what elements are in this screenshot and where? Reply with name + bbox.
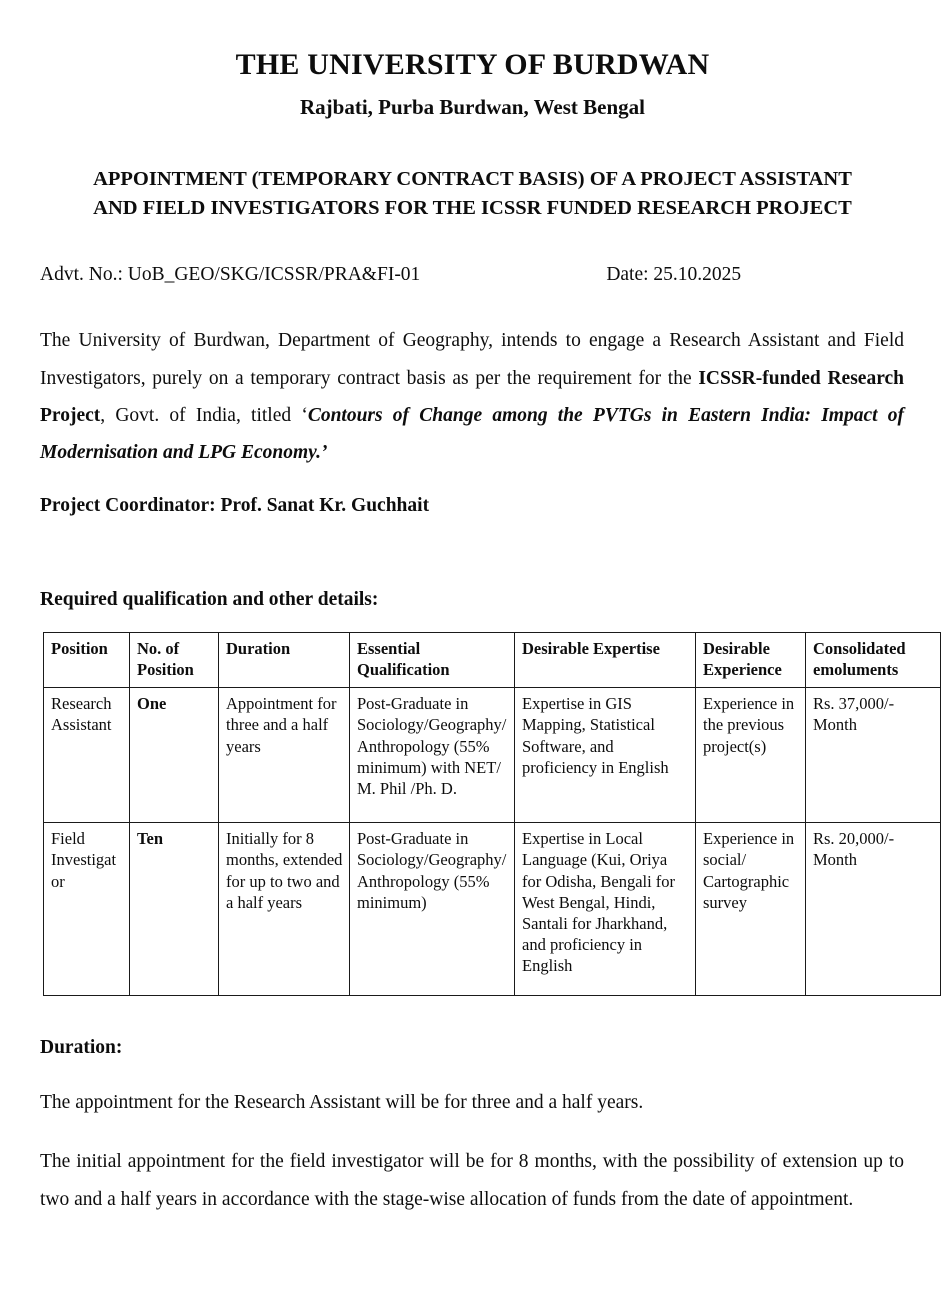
table-header-row (44, 633, 941, 688)
cell-desirable-experience: Experience in social/ Cartographic survey (696, 823, 806, 996)
advertisement-meta-row (25, 224, 920, 286)
intro-paragraph (40, 286, 904, 472)
column-header-duration: Duration (219, 633, 350, 688)
column-header-desirable-expertise: Desirable Expertise (515, 633, 696, 688)
table-row (44, 688, 941, 823)
cell-no-of-position: One (130, 688, 219, 823)
cell-essential-qualification: Post-Graduate in Sociology/Geography/Anthropology (55% minimum) with NET/ M. Phil /Ph. D. (350, 688, 515, 823)
university-title: THE UNIVERSITY OF BURDWAN (235, 48, 710, 81)
intro-project-bold: ICSSR-funded Research Project (40, 367, 905, 426)
cell-consolidated-emoluments: Rs. 37,000/- Month (806, 688, 941, 823)
intro-project-title: Contours of Change among the PVTGs in Eastern India: Impact of Modernisation and LPG Economy.’ (40, 405, 904, 464)
column-header-position: Position (44, 633, 130, 688)
cell-position: Field Investigator (44, 823, 130, 996)
advertisement-date: Date: 25.10.2025 (606, 264, 742, 286)
table-row (44, 823, 941, 996)
duration-paragraph-1: The appointment for the Research Assistant will be for three and a half years. (40, 1091, 644, 1113)
advertisement-number: Advt. No.: UoB_GEO/SKG/ICSSR/PRA&FI-01 (40, 264, 421, 286)
qualification-table (43, 632, 941, 996)
qualification-section-heading: Required qualification and other details: (40, 589, 379, 611)
column-header-consolidated-emoluments: Consolidated emoluments (806, 633, 941, 688)
university-address: Rajbati, Purba Burdwan, West Bengal (300, 94, 645, 119)
cell-desirable-expertise: Expertise in Local Language (Kui, Oriya for Odisha, Bengali for West Bengal, Hindi, Santali for Jharkhand, and proficiency in English (515, 823, 696, 996)
cell-essential-qualification: Post-Graduate in Sociology/Geography/Anthropology (55% minimum) (350, 823, 515, 996)
intro-text-part-1: The University of Burdwan, Department of Geography, intends to engage a Research Assistant and Field Investigators, purely on a temporary contract basis as per the requirement for the (40, 330, 904, 389)
cell-duration: Initially for 8 months, extended for up to two and a half years (219, 823, 350, 996)
duration-paragraph-2: The initial appointment for the field investigator will be for 8 months, with the possibility of extension up to two and a half years in accordance with the stage-wise allocation of funds from the date of appointment. (40, 1151, 904, 1210)
advertisement-heading-line-1: APPOINTMENT (TEMPORARY CONTRACT BASIS) OF A PROJECT ASSISTANT (93, 167, 852, 190)
column-header-desirable-experience: Desirable Experience (696, 633, 806, 688)
column-header-no-of-position: No. of Position (130, 633, 219, 688)
project-coordinator: Project Coordinator: Prof. Sanat Kr. Guchhait (40, 494, 430, 516)
column-header-essential-qualification: Essential Qualification (350, 633, 515, 688)
cell-desirable-experience: Experience in the previous project(s) (696, 688, 806, 823)
intro-text-part-2: , Govt. of India, titled ‘ (100, 405, 308, 426)
cell-duration: Appointment for three and a half years (219, 688, 350, 823)
cell-desirable-expertise: Expertise in GIS Mapping, Statistical Software, and proficiency in English (515, 688, 696, 823)
cell-no-of-position: Ten (130, 823, 219, 996)
cell-position: Research Assistant (44, 688, 130, 823)
document-body (25, 286, 920, 1218)
cell-consolidated-emoluments: Rs. 20,000/- Month (806, 823, 941, 996)
advertisement-heading (25, 120, 920, 224)
advertisement-heading-line-2: AND FIELD INVESTIGATORS FOR THE ICSSR FUNDED RESEARCH PROJECT (93, 197, 852, 220)
duration-section-heading: Duration: (40, 1037, 123, 1059)
